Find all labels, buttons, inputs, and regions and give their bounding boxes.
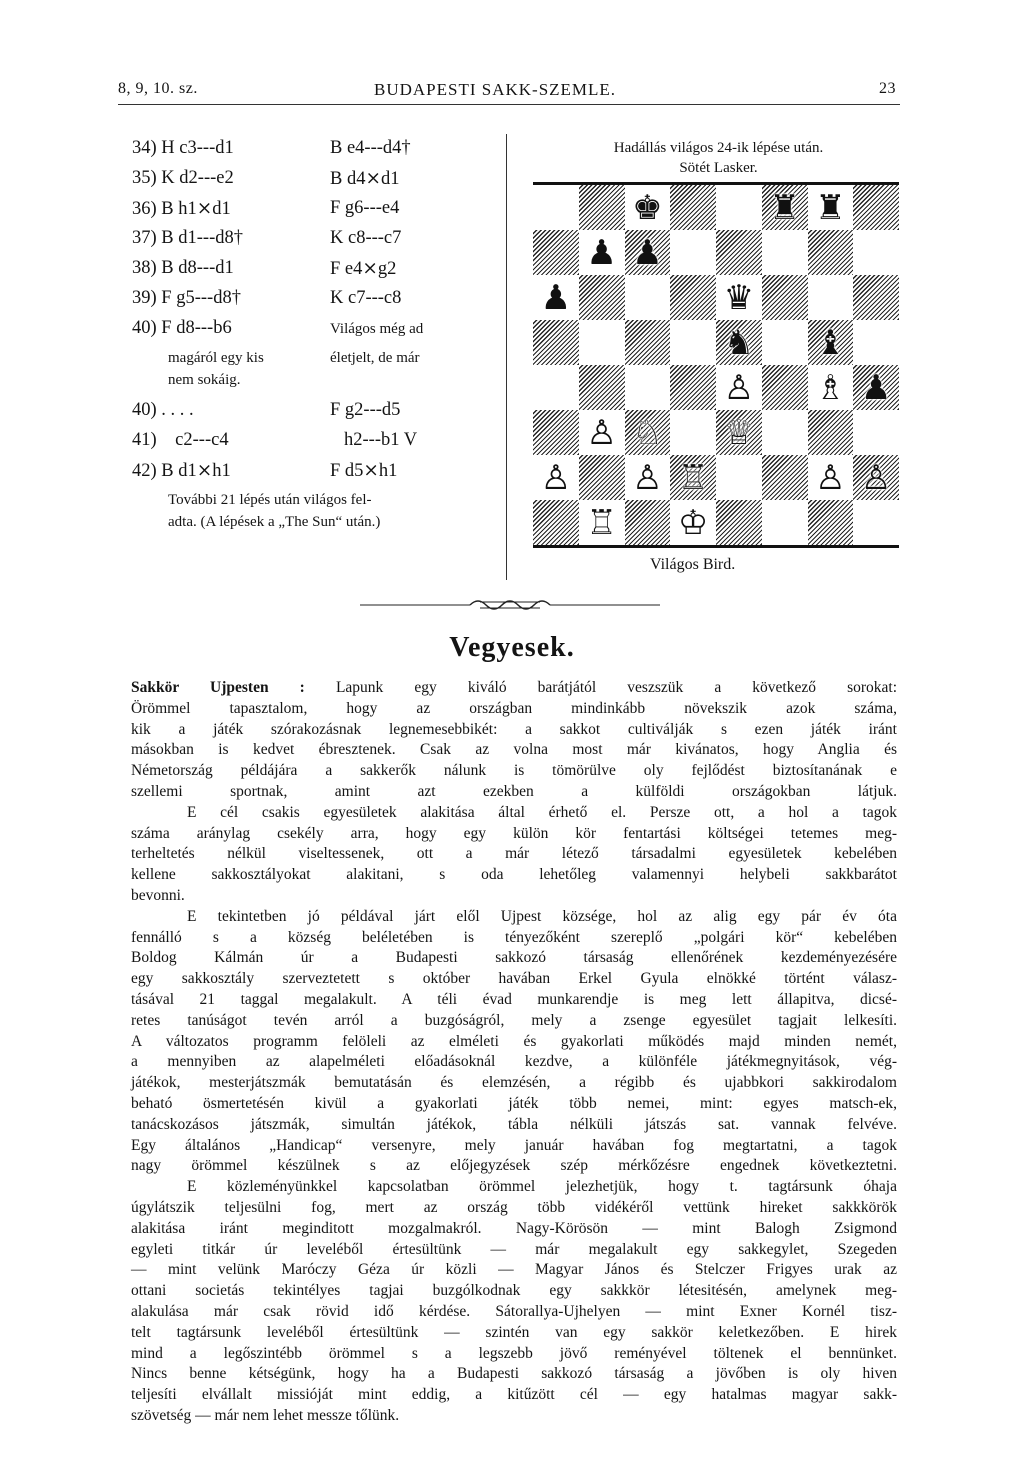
chess-piece-icon: ♚ [632,187,663,228]
article-line: szövetség — már nem lehet messze tőlünk. [131,1406,400,1424]
board-square [670,455,716,500]
article-line: Németország példájára a sakkerők nálunk is tömörülve oly fejlődést biztosítanának e [131,762,897,780]
article-line: alakulása már csak rövid idő kérdése. Sátorallya-Ujhelyen — mint Exner Kornél tisz- [131,1302,897,1320]
board-square [579,275,625,320]
board-square [670,500,716,545]
board-square [808,500,854,545]
board-square [808,320,854,365]
board-square [762,185,808,230]
annotation: nem sokáig. [168,372,241,388]
article-line: A változatos programm felöleli az elméleti és gyakorlati működés majd minden nemét, [131,1032,897,1050]
chess-piece-icon: ♛ [723,277,755,318]
chess-piece-icon: ♟ [860,367,892,408]
board-square [579,365,625,410]
board-square [670,365,716,410]
article-line: ottani societás tekintélyes tagjai buzgólkodnak egy sakkkör létesitésén, amelynek meg- [131,1282,897,1300]
article-line: Sakkör Ujpesten : Lapunk egy kiváló barátjától veszszük a következő sorokat: [131,679,897,696]
board-square [533,365,579,410]
board-square [716,500,762,545]
article-line: tanácskozásos játszmák, simultán játékok, tábla nélküli játszás sat. vannak felvéve. [131,1115,897,1133]
board-square [762,365,808,410]
chess-piece-icon: ♙ [586,412,617,453]
board-square [533,230,579,275]
chess-piece-icon: ♝ [815,322,846,363]
page-header [118,80,900,105]
chess-piece-icon: ♙ [540,457,572,498]
article-line: száma aránylag csekély arra, hogy egy külön kör fentartási költségei tetemes meg- [131,824,897,842]
article-line: egy sakkosztály szerveztetett s október havában Erkel Gyula elnökké történt válasz- [131,970,897,988]
board-square [579,230,625,275]
board-square [625,500,671,545]
article-line: a mennyiben az alapelméleti előadásoknál kezdve, a különféle játékmegnyitások, vég- [131,1053,897,1071]
chess-piece-icon: ♘ [632,412,663,453]
board-square [762,500,808,545]
board-square [716,275,762,320]
article-line: kellene sakkosztályokat alakitani, s oda lehetőleg valamennyi helybeli sakkbarátot [131,866,897,884]
article-line: bevonni. [131,886,185,904]
page-number: 23 [879,80,896,97]
chess-board [533,182,899,548]
diagram-title: Hadállás világos 24-ik lépése után. [613,140,824,156]
board-square [716,230,762,275]
board-square [716,185,762,230]
chess-piece-icon: ♜ [815,187,846,228]
article-line: nagy örömmel készülnek s az előjegyzések szép mérkőzésre engednek következtetni. [131,1157,897,1175]
article-line: kik a játék szórakozásnak legnemesebbikét: a sakkot cultiválják s ezen játék iránt [131,720,897,738]
board-square [670,230,716,275]
annotation: magáról egy kis [168,350,264,366]
board-square [853,230,899,275]
annotation: életjelt, de már [330,350,420,366]
board-square [625,365,671,410]
section-ornament [360,597,660,613]
chess-piece-icon: ♙ [815,457,846,498]
chess-piece-icon: ♟ [632,232,663,273]
article-line: játékok, mesterjátszmák bemutatásán és elemzésén, a régibb és ujabbkori sakkirodalom [131,1074,897,1092]
black-player: Sötét Lasker. [679,160,758,176]
board-square [853,320,899,365]
article-line: retes tanúságot tevén arról a buzgóságról, mely a zsenge egyesület tagjait lelkesíti. [131,1011,897,1029]
article-line: E közleményünkkel kapcsolatban örömmel jelezhetjük, hogy t. tagtársunk óhaja [187,1178,897,1196]
board-square [579,320,625,365]
board-square [762,320,808,365]
board-square [533,455,579,500]
article-line: beható ösmertetésén kivül a gyakorlati játék több nemei, mint: egyes matsch-ek, [131,1094,897,1112]
board-square [625,455,671,500]
board-square [853,410,899,455]
board-square [579,410,625,455]
article-line: Nincs benne kétségünk, hogy ha a Budapesti sakkozó társaság a jövőben is oly hiven [131,1365,897,1383]
board-square [762,455,808,500]
article-lead: Sakkör Ujpesten : [131,679,336,696]
board-square [808,185,854,230]
board-square [579,500,625,545]
column-divider [506,134,507,580]
article-line: terheltetés nélkül viseltessenek, ott a már létező társadalmi egyesületek kebelében [131,845,897,863]
article-body [131,678,897,1427]
chess-piece-icon: ♟ [586,232,617,273]
board-square [716,320,762,365]
board-square [625,275,671,320]
board-square [808,275,854,320]
article-line: teljesíti elvállalt missióját mint eddig, a kitűzött cél — egy hatalmas magyar sakk- [131,1386,897,1404]
article-line: E cél csakis egyesületek alakitása által érhető el. Persze ott, a hol a tagok [187,803,897,821]
annotation: adta. (A lépések a „The Sun“ után.) [168,514,381,530]
article-line: tásával 21 taggal megalakult. A téli évad munkarendje is meg lett állapitva, dicsé- [131,990,897,1008]
board-square [853,455,899,500]
board-square [625,410,671,455]
board-square [762,230,808,275]
article-line: Boldog Kálmán úr a Budapesti sakkozó társaság ellenőrének kezdeményezésére [131,949,897,967]
chess-piece-icon: ♟ [540,277,572,318]
chess-piece-icon: ♔ [677,502,709,543]
board-square [808,365,854,410]
board-square [808,455,854,500]
board-square [716,365,762,410]
annotation: További 21 lépés után világos fel- [168,492,372,508]
article-line: fennálló s a község beléletében is tényezőként szereplő „polgári kör“ kebelében [131,928,897,946]
board-square [625,230,671,275]
article-line: Örömmel tapasztalom, hogy az országban mindinkább növekszik azok száma, [131,699,897,717]
chess-piece-icon: ♖ [586,502,617,543]
chess-piece-icon: ♙ [632,457,663,498]
board-square [808,230,854,275]
board-square [853,500,899,545]
article-line: úgylátszik teljesülni fog, mert az ország több vidékéről vettünk hireket sakkkörök [131,1198,897,1216]
issue-number: 8, 9, 10. sz. [118,80,198,97]
board-square [762,275,808,320]
board-square [533,410,579,455]
board-square [808,410,854,455]
article-line: mind a legőszintébb örömmel s a legszebb jövő reményével töltenek el bennünket. [131,1344,897,1362]
chess-piece-icon: ♕ [723,412,755,453]
board-square [716,410,762,455]
chess-piece-icon: ♗ [815,367,846,408]
article-line: másokban is kedvet ébresztenek. Csak az volna most már kivánatos, hogy Anglia és [131,741,897,759]
article-line: Egy általános „Handicap“ versenyre, mely január havában fog megtartatni, a tagok [131,1136,897,1154]
chess-piece-icon: ♖ [677,457,709,498]
section-title: Vegyesek. [449,632,575,663]
board-square [670,320,716,365]
board-square [716,455,762,500]
article-line: E tekintetben jó példával járt elől Ujpest községe, hol az alig egy pár év óta [187,907,897,925]
board-square [853,275,899,320]
board-square [533,275,579,320]
board-square [579,185,625,230]
journal-title: BUDAPESTI SAKK-SZEMLE. [374,80,617,99]
board-square [533,320,579,365]
chess-piece-icon: ♞ [723,322,755,363]
board-square [579,455,625,500]
chess-piece-icon: ♙ [860,457,892,498]
board-square [625,185,671,230]
article-line: alakitása iránt meginditott mozgalmakról. Nagy-Körösön — mint Balogh Zsigmond [131,1219,897,1237]
article-line: — mint velünk Maróczy Géza úr közli — Magyar János és Stelczer Frigyes urak az [131,1261,897,1279]
board-square [670,275,716,320]
chess-piece-icon: ♙ [723,367,755,408]
board-square [533,500,579,545]
board-square [853,185,899,230]
article-line: szellemi sportnak, amint azt ezekben a külföldi országokban látjuk. [131,782,897,800]
board-square [533,185,579,230]
board-square [625,320,671,365]
white-player: Világos Bird. [650,556,736,573]
board-square [670,410,716,455]
chess-piece-icon: ♜ [769,187,800,228]
article-line: telt tagtársunk leveléből értesültünk — szintén van egy sakkör keletkezőben. E hirek [131,1323,897,1341]
board-square [853,365,899,410]
board-square [762,410,808,455]
board-square [670,185,716,230]
article-line: egyleti titkár úr leveléből értesültünk — már megalakult egy sakkegylet, Szegeden [131,1240,897,1258]
